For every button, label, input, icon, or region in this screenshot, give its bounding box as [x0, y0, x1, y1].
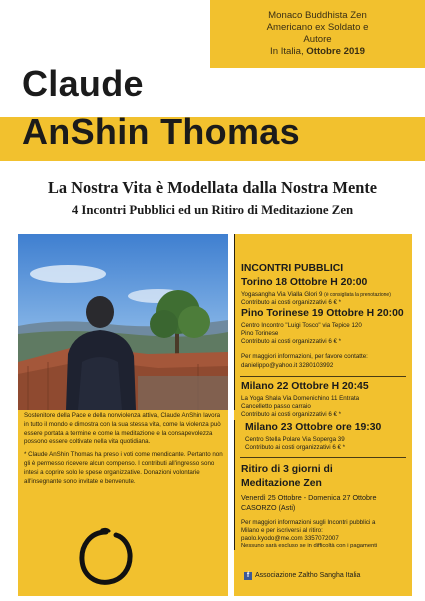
- event-milano-title: Milano 22 Ottobre H 20:45: [241, 381, 369, 392]
- header-line-4: [218, 46, 417, 58]
- event-torino-note: (è consigliata la prenotazione): [324, 292, 391, 298]
- name-first: Claude: [22, 63, 144, 104]
- header-line-3: Autore: [303, 34, 332, 45]
- event-pino-place-2: Pino Torinese: [241, 330, 279, 337]
- header-line-1: Monaco Buddhista Zen: [268, 10, 367, 21]
- retreat-place: CASORZO (Asti): [241, 503, 296, 512]
- bio-paragraph-1: Sostenitore della Pace e della nonviolenza attiva, Claude AnShin lavora in tutto il mondo e dimostra con la sua stessa vita, come la violenza può essere portata a termine e come la meditazione e la consapevolezza possono essere coltivate nella vita quotidiana.: [24, 412, 221, 446]
- event-info-label: Per maggiori informazioni, per favore contatte:: [241, 353, 368, 360]
- events-heading: INCONTRI PUBBLICI: [241, 263, 344, 274]
- name-last: AnShin Thomas: [22, 111, 300, 152]
- event-milano-place-2: Cancelletto passo carraio: [241, 403, 311, 410]
- retreat-info-1: Per maggiori informazioni sugli Incontri pubblici a: [241, 519, 376, 526]
- event-milano-fee: Contributo ai costi organizzativi 6 € *: [241, 411, 342, 418]
- divider-1: [240, 376, 406, 377]
- event-torino-fee: Contributo ai costi organizzativi 6 € *: [241, 299, 342, 306]
- divider-2: [240, 457, 406, 458]
- facebook-icon[interactable]: f: [244, 572, 252, 580]
- event-pino-fee: Contributo ai costi organizzativi 6 € *: [241, 338, 342, 345]
- event-torino-place: [241, 291, 391, 298]
- event-torino-place-text: Yogasangha Via Vialla Glori 9: [241, 291, 323, 298]
- header-line-4-date: Ottobre 2019: [306, 46, 365, 57]
- monk-photo: [18, 234, 228, 410]
- retreat-info-2: Milano e per iscriversi al ritiro:: [241, 527, 323, 534]
- event-milano-place-1: La Yoga Shala Via Domenichino 11 Entrata: [241, 395, 360, 402]
- enso-icon: [76, 526, 136, 593]
- event-pino-title: Pino Torinese 19 Ottobre H 20:00: [241, 308, 404, 319]
- header-line-2: Americano ex Soldato e: [266, 22, 369, 33]
- event-info-contact[interactable]: danielippo@yahoo.it 3280103992: [241, 362, 334, 369]
- event-milano2-fee: Contributo ai costi organizzativi 6 € *: [245, 444, 346, 451]
- event-torino-title: Torino 18 Ottobre H 20:00: [241, 277, 368, 288]
- secondary-subtitle: 4 Incontri Pubblici ed un Ritiro di Meditazione Zen: [71, 203, 354, 217]
- retreat-title-1: Ritiro di 3 giorni di: [241, 464, 333, 475]
- retreat-title-2: Meditazione Zen: [241, 478, 322, 489]
- header-line-4-prefix: In Italia,: [270, 46, 307, 57]
- facebook-link[interactable]: Associazione Zaltho Sangha Italia: [255, 572, 361, 579]
- main-subtitle: La Nostra Vita è Modellata dalla Nostra Mente: [47, 178, 378, 197]
- bio-paragraph-2: * Claude AnShin Thomas ha preso i voti come mendicante. Pertanto non gli è permesso ricevere alcun compenso. I contributi all'ingresso sono intesi a coprire solo le spese organizzative. Donazioni volontarie all'insegnante sono invitate e benvenute.: [24, 451, 223, 485]
- retreat-dates: Venerdì 25 Ottobre - Domenica 27 Ottobre: [241, 493, 377, 502]
- event-milano2-place: Centro Stella Polare Via Soperga 39: [245, 436, 345, 443]
- retreat-note: Nessuno sarà escluso se in difficoltà con i pagamenti: [241, 543, 378, 549]
- retreat-contact[interactable]: paolo.kyodo@me.com 3357072007: [241, 535, 339, 542]
- header-info-box: [210, 0, 425, 68]
- event-milano2-title: Milano 23 Ottobre ore 19:30: [245, 422, 382, 433]
- event-pino-place-1: Centro Incontro "Luigi Tosco" via Tepice 120: [241, 322, 362, 329]
